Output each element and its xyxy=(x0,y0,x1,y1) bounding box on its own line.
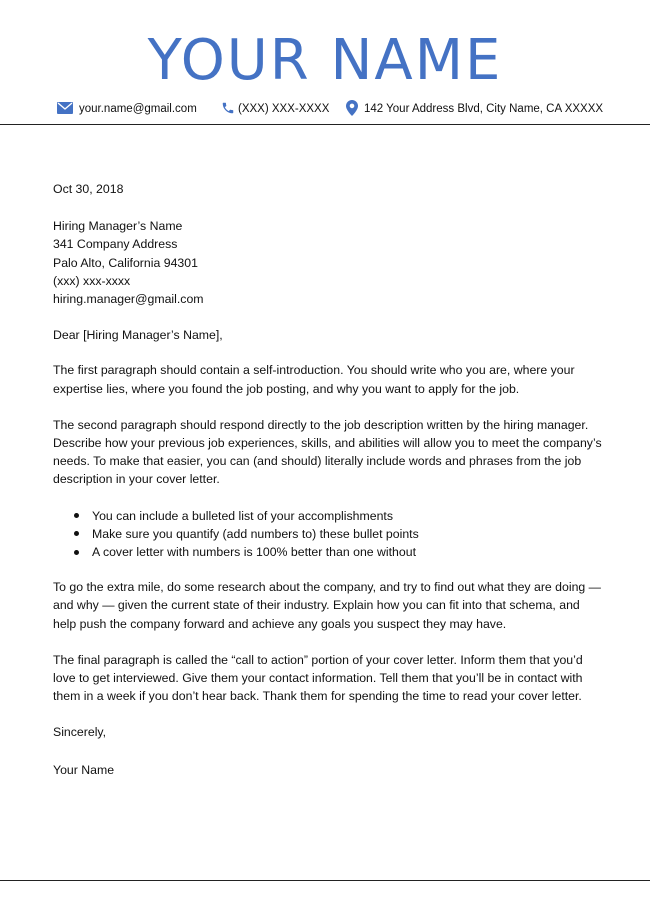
recipient-city: Palo Alto, California 94301 xyxy=(53,255,198,270)
paragraph-research: To go the extra mile, do some research about the company, and try to find out what they are doing — and why — given the current state of their industry. Explain how you can fit into that schema, and help push the company forward and achieve any goals you suspect they may have. xyxy=(53,580,601,631)
closing: Sincerely, xyxy=(53,725,107,740)
list-item: Make sure you quantify (add numbers to) these bullet points xyxy=(92,525,603,543)
paragraph-intro: The first paragraph should contain a self-introduction. You should write who you are, where your expertise lies, where you found the job posting, and why you want to apply for the job. xyxy=(53,363,575,396)
applicant-name-heading: YOUR NAME xyxy=(147,28,503,93)
recipient-name: Hiring Manager’s Name xyxy=(53,219,183,234)
contact-address xyxy=(346,100,603,118)
header-divider xyxy=(0,124,650,125)
map-pin-icon xyxy=(346,100,358,119)
list-item: You can include a bulleted list of your accomplishments xyxy=(92,507,603,525)
recipient-address-block xyxy=(53,217,603,308)
salutation: Dear [Hiring Manager’s Name], xyxy=(53,328,223,343)
recipient-phone: (xxx) xxx-xxxx xyxy=(53,273,131,288)
list-item: A cover letter with numbers is 100% better than one without xyxy=(92,543,603,561)
contact-email xyxy=(57,100,197,118)
paragraph-job-fit: The second paragraph should respond directly to the job description written by the hiring manager. Describe how your previous job experiences, skills, and abilities will allow you to meet the company’s needs. To make that easier, you can (and should) literally include words and phrases from the job description in your cover letter. xyxy=(53,417,602,487)
phone-icon xyxy=(221,101,235,118)
recipient-email: hiring.manager@gmail.com xyxy=(53,292,204,307)
paragraph-call-to-action: The final paragraph is called the “call to action” portion of your cover letter. Inform them that you’d love to get interviewed. Give them your contact information. Tell them that you’ll be in contact with them in a week if you don’t hear back. Thank them for spending the time to read your cover letter. xyxy=(53,652,583,704)
address-text: 142 Your Address Blvd, City Name, CA XXXXX xyxy=(364,103,604,115)
signature: Your Name xyxy=(53,762,115,777)
contact-phone xyxy=(221,100,329,118)
envelope-icon xyxy=(57,102,73,117)
phone-text: (XXX) XXX-XXXX xyxy=(238,103,330,115)
contact-info-row xyxy=(0,100,650,118)
letter-body xyxy=(53,180,603,779)
recipient-street: 341 Company Address xyxy=(53,237,178,252)
accomplishment-list xyxy=(53,507,603,562)
letter-date: Oct 30, 2018 xyxy=(53,182,124,196)
footer-divider xyxy=(0,880,650,881)
email-text: your.name@gmail.com xyxy=(79,103,197,115)
